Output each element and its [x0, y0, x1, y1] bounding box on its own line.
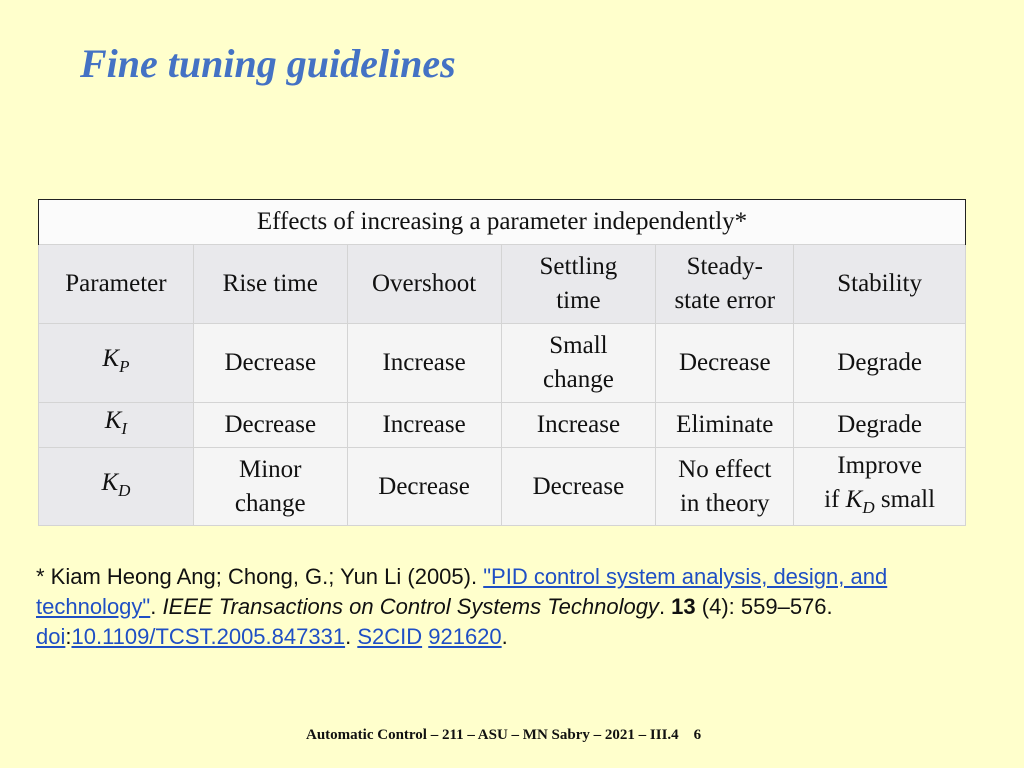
table-row-kp — [39, 324, 966, 403]
s2cid-value-link[interactable]: 921620 — [428, 624, 502, 649]
row-kp-settling: Small change — [501, 324, 656, 403]
row-kp-rise-time: Decrease — [193, 324, 347, 403]
row-kd-steady-state: No effect in theory — [656, 448, 794, 526]
header-rise-time: Rise time — [193, 245, 347, 324]
reference-title-link[interactable]: "PID control system analysis, design, and technology" — [36, 564, 888, 619]
table-row-kd — [39, 448, 966, 526]
row-kd-rise-time: Minor change — [193, 448, 347, 526]
header-settling-line2: time — [556, 287, 601, 314]
page-number: 6 — [693, 727, 702, 743]
row-kp-overshoot: Increase — [347, 324, 501, 403]
pid-effects-table — [38, 199, 966, 526]
row-ki-steady-state: Eliminate — [656, 403, 794, 448]
row-kp-stability: Degrade — [794, 324, 966, 403]
journal-name: IEEE Transactions on Control Systems Technology — [162, 594, 659, 619]
table-header-row — [39, 245, 966, 324]
header-steady-line2: state error — [674, 287, 776, 314]
volume-number: 13 — [671, 594, 696, 619]
doi-value-link[interactable]: 10.1109/TCST.2005.847331 — [71, 624, 346, 649]
header-parameter: Parameter — [39, 245, 194, 324]
row-kp-symbol: $K_P$ — [39, 324, 194, 403]
row-ki-symbol: $K_I$ — [39, 403, 194, 448]
footer-text: Automatic Control – 211 – ASU – MN Sabry – 2021 – III.4 — [306, 727, 679, 743]
row-ki-stability: Degrade — [794, 403, 966, 448]
reference-citation: * Kiam Heong Ang; Chong, G.; Yun Li (2005). "PID control system analysis, design, and technology". IEEE Transactions on Control Systems Technology. 13 (4): 559–576. doi:10.1109/TCST.2005.847331. S2CID 921620. — [36, 564, 888, 649]
header-settling-line1: Settling — [539, 253, 618, 280]
row-ki-settling: Increase — [501, 403, 656, 448]
row-kd-symbol: $K_D$ — [39, 448, 194, 526]
row-ki-overshoot: Increase — [347, 403, 501, 448]
row-ki-rise-time: Decrease — [193, 403, 347, 448]
header-settling-time — [501, 245, 656, 324]
row-kd-overshoot: Decrease — [347, 448, 501, 526]
row-kd-stability: Improve if $K_D$ small — [794, 448, 966, 526]
row-kp-steady-state: Decrease — [656, 324, 794, 403]
table-row-ki — [39, 403, 966, 448]
header-stability: Stability — [794, 245, 966, 324]
header-overshoot: Overshoot — [347, 245, 501, 324]
row-kd-settling: Decrease — [501, 448, 656, 526]
header-steady-line1: Steady- — [686, 253, 763, 280]
doi-label-link[interactable]: doi — [36, 624, 66, 649]
header-steady-state-error — [656, 245, 794, 324]
table-caption: Effects of increasing a parameter independently* — [39, 200, 966, 245]
slide-footer — [306, 727, 701, 744]
slide-title: Fine tuning guidelines — [80, 41, 456, 86]
s2cid-label-link[interactable]: S2CID — [357, 624, 423, 649]
